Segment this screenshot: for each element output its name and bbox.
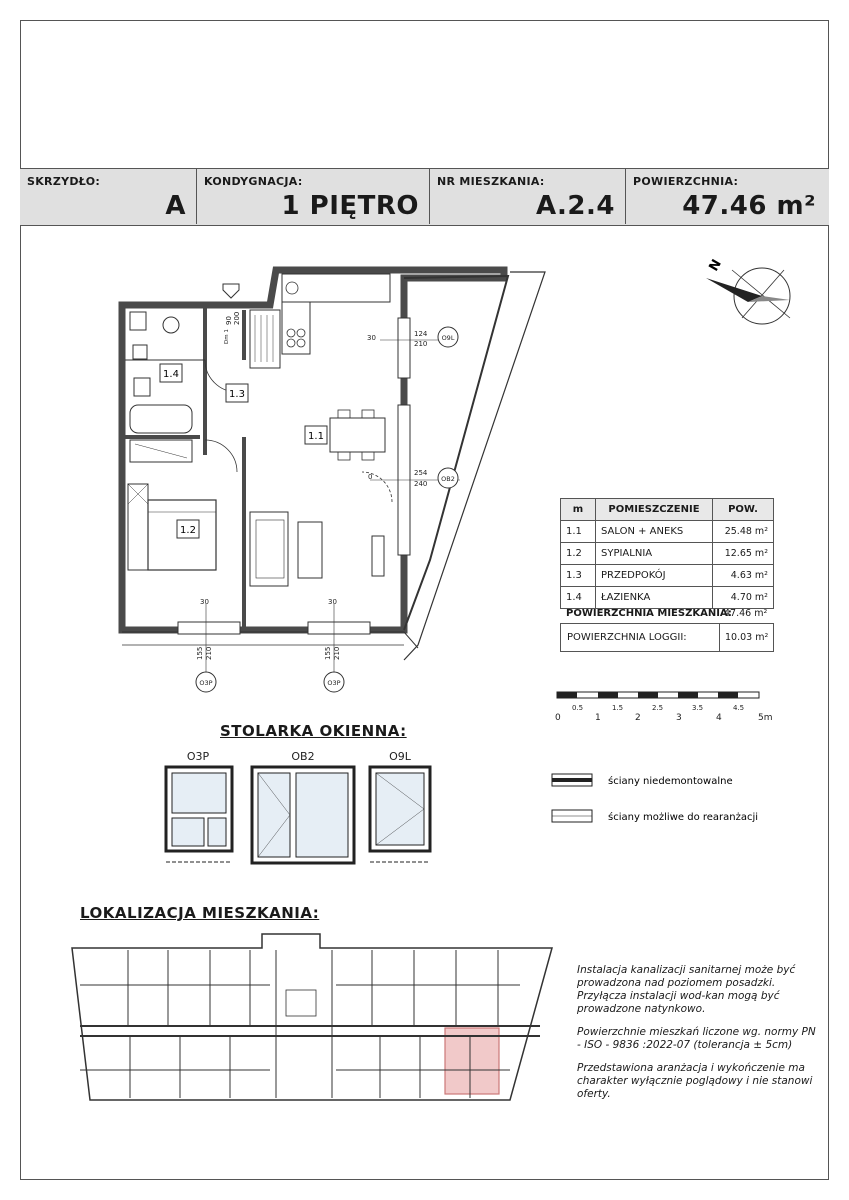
loggia-value: 10.03 m² (719, 624, 768, 652)
room-no: 1.3 (561, 565, 596, 587)
o9l-tag: O9L (441, 334, 455, 342)
room-name: SYPIALNIA (596, 543, 713, 565)
table-header-row (561, 499, 774, 521)
scale-tick-0-5: 0.5 (572, 704, 584, 712)
scale-tick-3: 3 (676, 713, 682, 723)
ob2-tag: OB2 (441, 475, 455, 483)
o3p-tag-b: O3P (327, 679, 341, 687)
scale-tick-3-5: 3.5 (692, 704, 704, 712)
table-row (561, 543, 774, 565)
col-room-header: POMIESZCZENIE (596, 499, 713, 521)
room-no: 1.2 (561, 543, 596, 565)
floor-label: KONDYGNACJA: (204, 175, 303, 188)
area-value: 47.46 m² (682, 191, 816, 221)
dim-254: 254 (414, 469, 428, 477)
legend-removable: ściany możliwe do rearanżacji (608, 812, 759, 823)
dim-0: 0 (368, 473, 373, 481)
apartment-highlight (445, 1028, 499, 1094)
note-arrangement: Przedstawiona aranżacja i wykończenie ma charakter wyłącznie poglądowy i nie stanowi oferty. (577, 1062, 813, 1100)
north-label: N (706, 257, 725, 274)
note-installation: Instalacja kanalizacji sanitarnej może być prowadzona nad poziomem posadzki. Przyłącza instalacji wod-kan mogą być prowadzone natynkowo. (577, 964, 796, 1015)
floor-value: 1 PIĘTRO (281, 191, 419, 221)
scale-tick-4-5: 4.5 (733, 704, 745, 712)
wing-label: SKRZYDŁO: (27, 175, 101, 188)
scale-bar (555, 692, 773, 723)
scale-tick-2: 2 (635, 713, 641, 723)
rooms-table (560, 498, 774, 609)
door-tag: Dm 1 (224, 329, 230, 344)
legend (552, 774, 758, 823)
notes (577, 964, 817, 1111)
dim-30c: 30 (328, 598, 337, 606)
scale-tick-5: 5m (758, 713, 773, 723)
location-title: LOKALIZACJA MIESZKANIA: (80, 904, 320, 922)
col-area-header: POW. (713, 499, 774, 521)
window-label-o9l: O9L (389, 750, 411, 763)
scale-tick-1: 1 (595, 713, 601, 723)
room-tag-1-1: 1.1 (308, 431, 324, 442)
room-name: SALON + ANEKS (596, 521, 713, 543)
loggia-area-box (560, 623, 774, 652)
room-tag-1-4: 1.4 (163, 369, 179, 380)
room-name: PRZEDPOKÓJ (596, 565, 713, 587)
dim-210a: 210 (414, 340, 428, 348)
room-tag-1-3: 1.3 (229, 389, 245, 400)
dim-155a: 155 (196, 646, 204, 660)
room-no: 1.4 (561, 587, 596, 609)
dim-210c: 210 (333, 646, 341, 660)
dim-155b: 155 (324, 646, 332, 660)
dim-240: 240 (414, 480, 428, 488)
apt-area-label: POWIERZCHNIA MIESZKANIA: (566, 608, 732, 619)
legend-load-bearing: ściany niedemontowalne (608, 776, 733, 787)
dim-200: 200 (233, 311, 241, 325)
area-label: POWIERZCHNIA: (633, 175, 739, 188)
apt-area-value: 47.46 m² (724, 608, 768, 619)
room-area: 4.70 m² (713, 587, 774, 609)
room-area: 12.65 m² (713, 543, 774, 565)
north-arrow (706, 257, 790, 324)
o3p-tag-a: O3P (199, 679, 213, 687)
scale-tick-0: 0 (555, 713, 561, 723)
apt-label: NR MIESZKANIA: (437, 175, 545, 188)
wing-value: A (165, 191, 186, 221)
room-name: ŁAZIENKA (596, 587, 713, 609)
table-row (561, 565, 774, 587)
scale-tick-1-5: 1.5 (612, 704, 624, 712)
window-label-o3p: O3P (186, 750, 210, 763)
scale-tick-4: 4 (716, 713, 722, 723)
loggia-label: POWIERZCHNIA LOGGII: (567, 632, 687, 643)
apt-value: A.2.4 (535, 191, 615, 221)
table-row (561, 587, 774, 609)
building-location-plan (72, 934, 552, 1100)
dim-30a: 30 (367, 334, 376, 342)
floor-plan (122, 270, 545, 692)
table-row (561, 521, 774, 543)
windows-title: STOLARKA OKIENNA: (220, 722, 407, 740)
window-elevations (166, 750, 430, 863)
room-tag-1-2: 1.2 (180, 525, 196, 536)
dim-30b: 30 (200, 598, 209, 606)
room-area: 4.63 m² (713, 565, 774, 587)
dim-124: 124 (414, 330, 428, 338)
room-area: 25.48 m² (713, 521, 774, 543)
room-no: 1.1 (561, 521, 596, 543)
dim-90: 90 (225, 316, 233, 325)
scale-tick-2-5: 2.5 (652, 704, 664, 712)
col-no-header: m (561, 499, 596, 521)
note-area-standard: Powierzchnie mieszkań liczone wg. normy PN - ISO - 9836 :2022-07 (tolerancja ± 5cm) (577, 1026, 816, 1051)
window-label-ob2: OB2 (291, 750, 315, 763)
dim-210b: 210 (205, 646, 213, 660)
